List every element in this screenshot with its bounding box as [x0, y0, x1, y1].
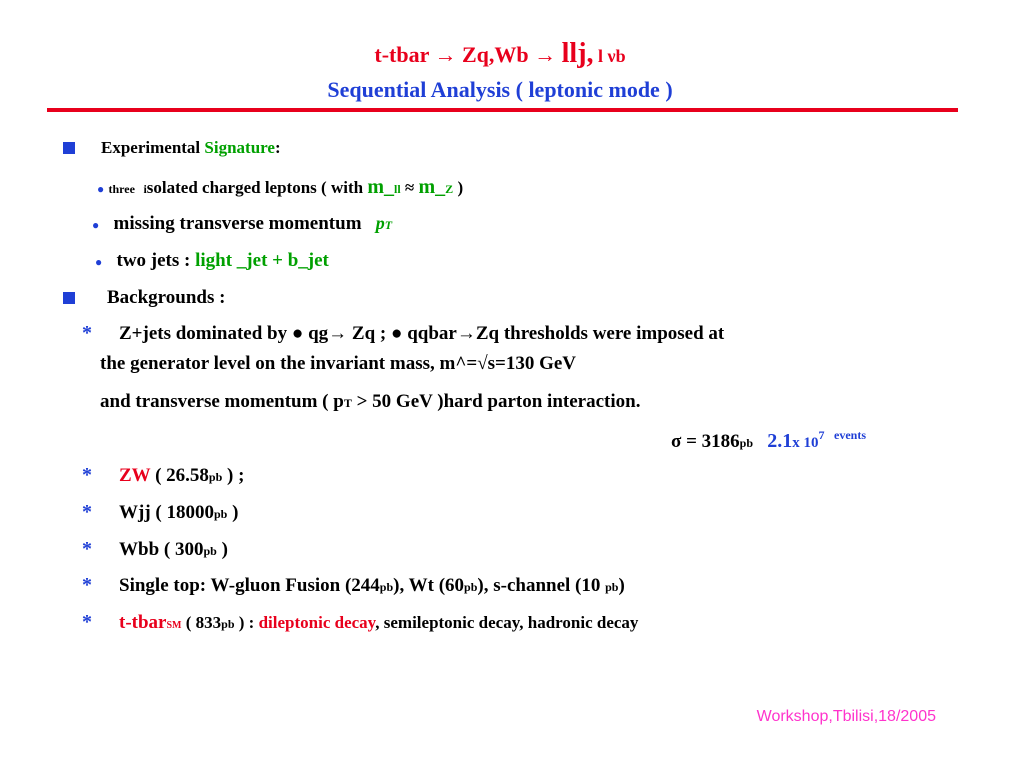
asterisk-bullet-icon: * — [82, 501, 92, 523]
pt-text: and transverse momentum ( p — [100, 391, 344, 412]
square-bullet-icon — [63, 141, 75, 159]
footer-workshop: Workshop,Tbilisi,18/2005 — [756, 708, 936, 725]
wjj-label: Wjj — [119, 502, 151, 523]
sm-sub: SM — [166, 620, 182, 631]
close-paren: ) — [453, 178, 464, 197]
pt-cut-text: > 50 GeV )hard parton interaction. — [351, 391, 641, 412]
pb-unit: pb — [464, 580, 478, 594]
pb-unit: pb — [213, 507, 228, 521]
z-sub: Z — [445, 182, 454, 196]
three-text: three — [108, 182, 135, 196]
asterisk-bullet-icon: * — [82, 611, 92, 633]
jets-colored: light _jet + b_jet — [195, 250, 329, 271]
x10-text: x 10 — [792, 435, 819, 451]
signature-heading — [101, 138, 281, 158]
wbb-close: ) — [216, 539, 228, 560]
jets-text: two jets : — [116, 250, 196, 271]
signature-item-leptons — [97, 176, 463, 199]
wbb-line — [119, 539, 228, 561]
cross-section-line — [671, 428, 866, 453]
pb-unit: pb — [379, 580, 394, 594]
wbb-label: Wbb — [119, 539, 160, 560]
title-divider — [47, 108, 958, 112]
pb-unit: pb — [605, 580, 619, 594]
title-line-1 — [0, 38, 1000, 70]
zjets-line-1: Z+jets dominated by ● qg→ Zq ; ● qqbar→Zq thresholds were imposed at — [119, 323, 725, 344]
dot-bullet-icon: ● — [92, 218, 100, 232]
signature-item-jets — [95, 250, 329, 272]
sigma-text: σ = 3186 — [671, 431, 740, 452]
title-llj: llj, — [561, 38, 594, 69]
wjj-value: ( 18000 — [150, 502, 214, 523]
ttbar-value: ( 833 — [181, 613, 222, 632]
single-top-line — [119, 575, 625, 597]
ll-sub: ll — [393, 182, 401, 196]
asterisk-bullet-icon: * — [82, 574, 92, 596]
single-close: ) — [618, 575, 625, 596]
pb-unit: pb — [203, 544, 217, 558]
asterisk-bullet-icon: * — [82, 464, 92, 486]
dot-bullet-icon: ● — [95, 255, 103, 269]
decay-modes-text: , semileptonic decay, hadronic decay — [375, 613, 639, 632]
pb-unit: pb — [739, 436, 754, 450]
i-text: i — [143, 182, 147, 196]
single-top-text: Single top: W-gluon Fusion (244 — [119, 575, 380, 596]
t-sub: T — [343, 396, 352, 410]
zw-value: ( 26.58 — [150, 465, 209, 486]
title-part: t-tbar → Zq,Wb → — [374, 42, 562, 67]
signature-item-met — [92, 213, 392, 235]
wjj-close: ) — [227, 502, 239, 523]
asterisk-bullet-icon: * — [82, 322, 92, 344]
pb-unit: pb — [208, 470, 223, 484]
t-sub: T — [384, 218, 393, 232]
leptons-text: solated charged leptons ( with — [146, 178, 368, 197]
square-bullet-icon — [63, 291, 75, 309]
s-channel-text: ), s-channel (10 — [477, 575, 606, 596]
zw-close: ) ; — [222, 465, 245, 486]
signature-word: Signature — [204, 138, 275, 157]
wbb-value: ( 300 — [159, 539, 204, 560]
mll-text: m_ — [367, 176, 394, 198]
approx-text: ≈ — [400, 178, 419, 197]
ttbar-mid: ) : — [234, 613, 259, 632]
signature-colon: : — [274, 138, 281, 157]
zjets-line-2: the generator level on the invariant mass, m^=√s=130 GeV — [100, 353, 577, 374]
exponent: 7 — [818, 428, 825, 442]
p-text: p — [375, 213, 385, 233]
pb-unit: pb — [221, 617, 235, 631]
ttbar-label: t-tbar — [119, 612, 167, 633]
met-text: missing transverse momentum — [113, 213, 362, 234]
dot-bullet-icon: ● — [97, 182, 105, 196]
asterisk-bullet-icon: * — [82, 538, 92, 560]
zw-label: ZW — [119, 465, 151, 486]
subtitle: Sequential Analysis ( leptonic mode ) — [327, 77, 673, 102]
zw-line — [119, 465, 244, 487]
signature-label: Experimental — [101, 138, 205, 157]
zjets-line-3 — [100, 391, 640, 413]
mz-text: m_ — [418, 176, 446, 198]
dileptonic-text: dileptonic decay — [258, 613, 376, 632]
title-lvb: l νb — [593, 46, 626, 66]
events-label: events — [834, 428, 867, 442]
wjj-line — [119, 502, 238, 524]
wt-text: ), Wt (60 — [393, 575, 465, 596]
backgrounds-heading: Backgrounds : — [107, 287, 226, 308]
events-number: 2.1 — [767, 430, 793, 452]
ttbar-line — [119, 612, 638, 634]
